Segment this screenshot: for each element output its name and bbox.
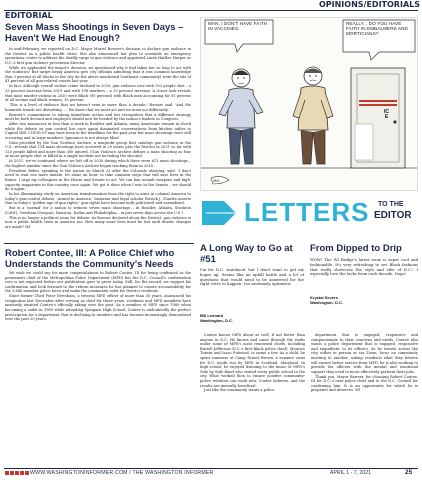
continued-paragraph: Just like the community wants a police xyxy=(204,388,275,393)
editorial-2-paragraph: We wish we could say for more congratulations to Robert Contee, III for being confirmed as the permanent chief of the Metropolitan Police Department (MPD) but the D.C. Council's confirmation vote is not expected before our publication goes to press today. Still, for the record, we support his confirmation and look forward to the reform measures he has planned to ensure accountability for the 3,640-member police force and make the community safer for District residents. xyxy=(5,271,191,294)
letter-2-body: WOW! The WI Bridge's latest issue is super cool and fashionable. It's very refreshing to see Black fashions that really showcase the style and vibe of D.C.! I especially love the looks from each decade. Dope! xyxy=(310,257,418,277)
continued-paragraph: department that is engaged, responsive and compassionate to their concerns and needs, Contee also wants a police department that is engaged, responsive and empathetic to its officers. As he travels across the city, either in person or via Zoom, focus on community meeting to another, asking residents what they believe will ensure better service from MPD, he is also working to provide his officers with the mental and emotional support they need to more effectively perform their jobs. xyxy=(311,333,418,374)
letter-1-author: Bill Leonard xyxy=(200,313,224,318)
footer-website: WWW.WASHINGTONINFORMER.COM / THE WASHINGTON INFORMER xyxy=(30,470,214,476)
letter-2-signature xyxy=(310,295,418,305)
editorial-2-continued-column-1 xyxy=(200,333,305,463)
letter-1-signature xyxy=(200,313,304,323)
letters-to-editor-banner xyxy=(200,195,418,231)
footer-rule xyxy=(4,468,418,469)
footer-date: APRIL 1 - 7, 2021 xyxy=(330,470,372,476)
editorial-2-paragraph: Since former Chief Peter Newsham, a veteran MPD officer of more than 30 years, announced his resignation last December after serving as chief for three years, residents and MPD members have anxiously awaited Contee's officially taking over the post. As a member of MPD since 1989 when becoming a cadet in 1989 while attending Spingarn High School, Contee is undoubtedly the perfect prescription for a department that is declining in numbers and has become increasingly demoralized over the past 20 years. xyxy=(5,294,191,322)
editorial-2-continued-column-2 xyxy=(311,333,418,463)
cartoon-door-sign: ICE xyxy=(384,109,389,121)
footer-decoration xyxy=(5,471,29,475)
editorial-cartoon xyxy=(200,17,418,191)
svg-text:Milt: Milt xyxy=(213,179,220,183)
editorial-2-title: Robert Contee, III: A Police Chief who Understands the Community's Needs xyxy=(5,248,175,270)
letter-2-location: Washington, D.C. xyxy=(310,300,343,305)
cartoon-speech-left: MAN, I DON'T HAVE FAITH IN VACCINES. xyxy=(208,21,268,32)
letter-1-location: Washington, D.C. xyxy=(200,318,233,323)
letter-2-title: From Dipped to Drip xyxy=(310,243,402,254)
editorial-1-paragraph: This is no longer a political issue for debate. As Bowser declared about the District, gun violence is now a public health crisis in America too. How many more lives must be lost until drastic changes are made? WI xyxy=(5,215,191,229)
editorial-1-paragraph: Bowser's commitment to taking immediate action and her recognition that a different strategy must be both devised and employed should now be heeded by the nation's leaders in Congress. xyxy=(5,112,191,122)
editorial-1-paragraph: 'This is a level of violence that we haven't seen in more than a decade,' Bowser said. 'And the homicide trends are disturbing. … We know that we must act and we must act differently.' xyxy=(5,103,191,112)
letters-heading-to: TO THE xyxy=(378,201,404,208)
continued-paragraph: Thank you, Mayor Bowser, for choosing Robert Contee, III for D.C.'s next police chief and to the D.C. Council for confirming him. It is an opportunity for which he is prepared and deserves. WI xyxy=(311,374,418,393)
middle-rule xyxy=(4,243,194,244)
top-rule xyxy=(4,10,418,11)
letters-heading: LETTERS xyxy=(244,197,370,227)
editorial-1-paragraph: President Biden, speaking to the nation on March 23 after the Colorado shooting, said, 'I don't need to wait one more minute, let alone an hour, to take common steps that will save lives in the future. I urge my colleagues in the House and Senate to act. We can ban assault weapons and high-capacity magazines in this country once again. We got it done when I was in the Senate – we should do it again.' xyxy=(5,168,191,192)
editorial-1-paragraph: In mid-February, we reported on D.C. Mayor Muriel Bowser's decision to declare gun violence in the District as a public health crisis. She also announced her plan to assemble an emergency operations center to address the deadly surge in gun violence and appointed Linda Harllee Harper as D.C.'s first gun violence prevention director. xyxy=(5,47,191,65)
letter-1-title: A Long Way to Go at #51 xyxy=(200,243,293,265)
editorial-2-body xyxy=(5,271,191,463)
editorial-1-paragraph: But is a 'normal' for a nation to witness seven mass shootings – in Boulder, Atlanta, Stockton (Calif.), Gresham (Oregon), Houston, Dallas and Philadelphia – in just seven days across the U.S.? xyxy=(5,206,191,215)
letter-2-author: Krystal Severs xyxy=(310,295,338,300)
editorial-label: EDITORIAL xyxy=(5,11,53,20)
editorial-1-paragraph: Data provided by the Gun Violence Archive, a nonprofit group that catalogs gun violence in the U.S., reveals that 154 mass shootings have occurred in 29 states plus the District in 2021 so far with 120 people killed and more than 380 injured. (Gun Violence Archive defines a mass shooting as four or more people shot or killed in a single incident not including the shooter). xyxy=(5,140,191,159)
cartoon-drawing xyxy=(201,18,418,191)
cartoon-speech-right: REALLY... DO YOU HAVE FAITH IN EMBALMERS AND MORTICIANS? xyxy=(346,21,408,37)
editorial-1-paragraph: In fact, although overall violent crime declined in 2020, gun violence rose with 922 people shot – a 33 percent increase from 2019 and with 198 murders – a 19 percent increase. A closer look reveals that most murder victims in 2020 were Black (95 percent) with Black men accounting for 81 percent of all victims and Black women, 15 percent. xyxy=(5,84,191,103)
editorial-1-body xyxy=(5,47,191,242)
page-number: 25 xyxy=(405,469,413,476)
continued-paragraph: Contee knows MPD about as well, if not better than anyone in D.C. He knows and came through the ranks under some of MPD's most renowned chiefs, including Burtell Jefferson (D.C.'s first Black police chief), Maurice Turner and Isaac Fulwood, to name a few. As a child, he spent summers at Camp Ernest Brown, a summer oasis for D.C. youth run by MPD in Scotland, Maryland. In high school, he enjoyed listening to the music of MPD's Side by Side Band who visited every public school in the city. What worked then to ensure positive community-police relations can work now, Contee believes, and the results are mutually beneficial. xyxy=(200,333,305,388)
editorial-1-paragraph: In 2021, we've continued where we left off in 2020 during which there were 611 mass shootings – the highest number since the Gun Violence Archive began tracking them in 2014. xyxy=(5,159,191,168)
editorial-1-paragraph: After two massacres in less than a week in Boulder and Atlanta, many Americans remain in shock while the debate on gun control has once again dominated conversations from kitchen tables to Capitol Hill. COVID-19 may have been in the headlines for the past year but mass shootings were still occurring and in large numbers. Ignorance is not always bliss! xyxy=(5,121,191,140)
letter-1-body: I'm for D.C. statehood, but I don't want to get my hopes up. Seems like an uphill battle and a lot of questions that would need to be answered for the right votes to happen. I'm cautiously optimistic. xyxy=(200,267,304,287)
letters-heading-editor: EDITOR xyxy=(374,210,412,221)
editorial-1-paragraph: In his illuminating study on American transformation from the right to arms in colonial America to today's gun-control debate, 'Armed in America,' historian and legal scholar Patrick J. Charles asserts that in today's 'golden age of gun rights,' gun rights have become both politicized and normalized. xyxy=(5,192,191,206)
editorial-1-paragraph: While we applauded the mayor's decision, we questioned why it had taken her so long to act with the statistics! But target being America gets city officials admitting that it was common knowledge that 3 percent of all blocks in the city (in the above mentioned Southeast community) were the site of 41 percent of all gun-related crimes last year. xyxy=(5,65,191,84)
editorial-1-title: Seven Mass Shootings in Seven Days – Haven't We Had Enough? xyxy=(5,22,184,44)
section-header: OPINIONS/EDITORIALS xyxy=(318,0,420,9)
